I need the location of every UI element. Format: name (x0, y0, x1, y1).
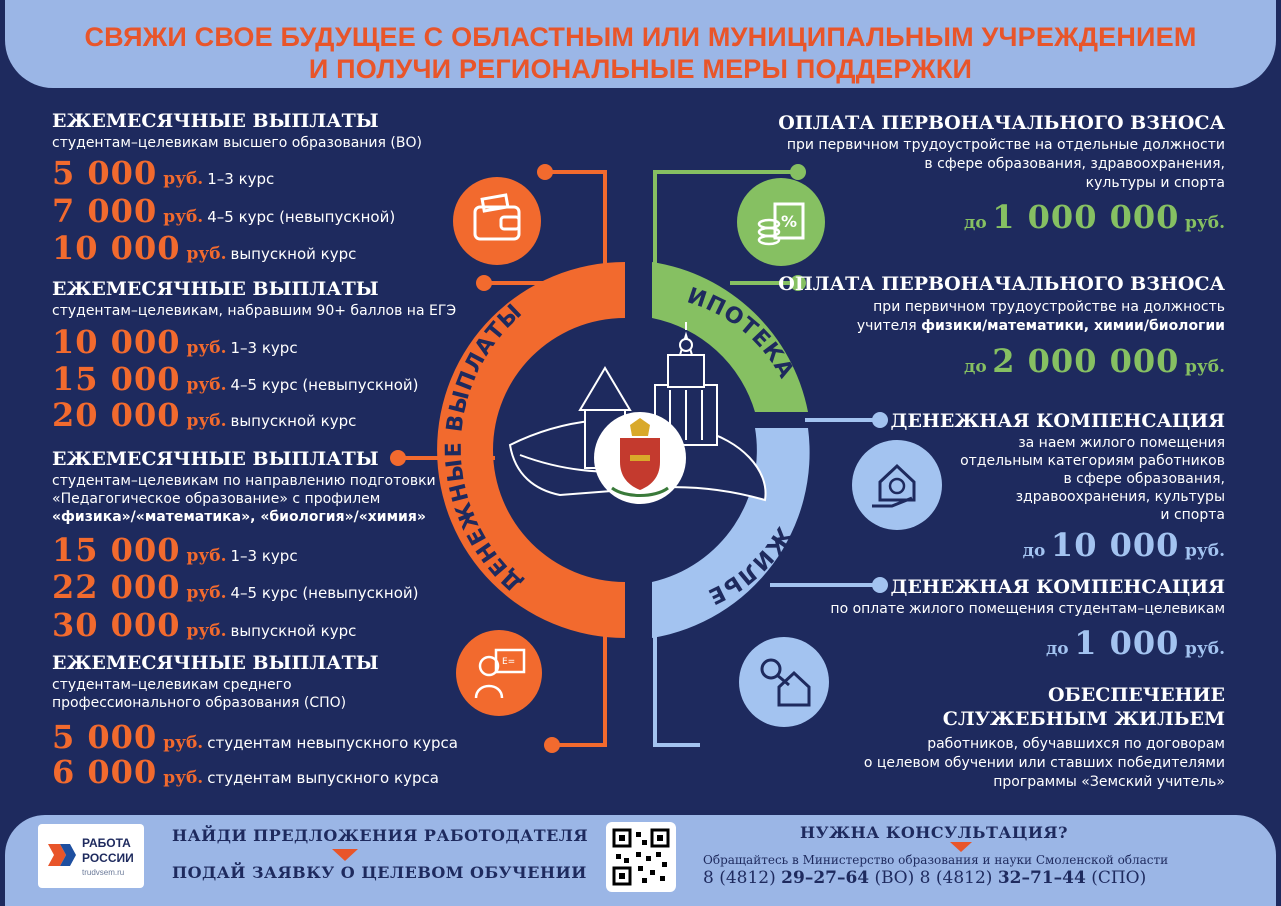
section-subtitle: о целевом обучении или ставших победителями (863, 755, 1225, 771)
section-subtitle: профессионального образования (СПО) (52, 695, 347, 711)
payment-row: 10 000 руб. выпускной курс (52, 229, 357, 267)
arrow-down-icon (950, 842, 972, 852)
section-title: ОПЛАТА ПЕРВОНАЧАЛЬНОГО ВЗНОСА (778, 112, 1225, 134)
rabota-rossii-logo[interactable] (38, 824, 144, 888)
section-subtitle: при первичном трудоустройстве на должность (873, 299, 1225, 315)
connector-dot (872, 412, 888, 428)
section-subtitle: и спорта (1160, 507, 1225, 523)
connector-dot (390, 450, 406, 466)
section-subtitle: студентам–целевикам, набравшим 90+ баллов на ЕГЭ (52, 303, 457, 319)
percent-house-icon (737, 178, 825, 266)
wallet-icon (453, 177, 541, 265)
qr-code[interactable] (606, 822, 676, 892)
section-subtitle: студентам–целевикам среднего (52, 677, 292, 693)
section-subtitle: работников, обучавшихся по договорам (927, 736, 1225, 752)
teacher-icon (456, 630, 542, 716)
section-subtitle: «Педагогическое образование» с профилем (52, 491, 381, 507)
section-title: ДЕНЕЖНАЯ КОМПЕНСАЦИЯ (890, 576, 1225, 598)
section-subtitle: по оплате жилого помещения студентам–целевикам (830, 601, 1225, 617)
arc-label-mortgage: ИПОТЕКА (684, 283, 799, 384)
section-subtitle: в сфере образования, (1063, 471, 1225, 487)
payment-row: 15 000 руб. 4–5 курс (невыпускной) (52, 360, 419, 398)
section-title: ЕЖЕМЕСЯЧНЫЕ ВЫПЛАТЫ (52, 110, 379, 132)
phone-numbers: 8 (4812) 29–27–64 (ВО) 8 (4812) 32–71–44 (СПО) (703, 868, 1147, 888)
svg-text:%: % (781, 212, 798, 231)
section-title: ЕЖЕМЕСЯЧНЫЕ ВЫПЛАТЫ (52, 652, 379, 674)
cta-find-offers: НАЙДИ ПРЕДЛОЖЕНИЯ РАБОТОДАТЕЛЯ (172, 826, 589, 845)
headline-line2: И ПОЛУЧИ РЕГИОНАЛЬНЫЕ МЕРЫ ПОДДЕРЖКИ (308, 54, 973, 84)
logo-url: trudvsem.ru (82, 868, 125, 877)
consult-title: НУЖНА КОНСУЛЬТАЦИЯ? (800, 823, 1068, 842)
section-subtitle: «физика»/«математика», «биология»/«химия» (52, 509, 426, 525)
section-subtitle: в сфере образования, здравоохранения, (924, 156, 1225, 172)
key-house-icon (739, 637, 829, 727)
section-title: ОПЛАТА ПЕРВОНАЧАЛЬНОГО ВЗНОСА (778, 273, 1225, 295)
payment-row: 30 000 руб. выпускной курс (52, 606, 357, 644)
section-subtitle: программы «Земский учитель» (993, 774, 1225, 790)
section-subtitle: при первичном трудоустройстве на отдельные должности (786, 137, 1225, 153)
connector-dot (476, 275, 492, 291)
section-subtitle: учителя физики/математики, химии/биологии (856, 318, 1225, 334)
payment-row: 20 000 руб. выпускной курс (52, 396, 357, 434)
payment-row: 7 000 руб. 4–5 курс (невыпускной) (52, 192, 396, 230)
section-subtitle: культуры и спорта (1085, 175, 1225, 191)
payment-row: 5 000 руб. студентам невыпускного курса (52, 718, 458, 756)
section-title: ЕЖЕМЕСЯЧНЫЕ ВЫПЛАТЫ (52, 448, 379, 470)
section-subtitle: отдельным категориям работников (960, 453, 1225, 469)
connector-dot (544, 737, 560, 753)
section-title: СЛУЖЕБНЫМ ЖИЛЬЕМ (942, 708, 1225, 730)
ministry-text: Обращайтесь в Министерство образования и науки Смоленской области (703, 853, 1169, 867)
support-amount: до 1 000 000 руб. (964, 198, 1225, 236)
headline-line1: СВЯЖИ СВОЕ БУДУЩЕЕ С ОБЛАСТНЫМ ИЛИ МУНИЦИПАЛЬНЫМ УЧРЕЖДЕНИЕМ (84, 22, 1197, 52)
section-subtitle: за наем жилого помещения (1018, 435, 1225, 451)
logo-text: РАБОТА (82, 836, 131, 850)
arc-label-payments: ДЕНЕЖНЫЕ ВЫПЛАТЫ (441, 299, 528, 596)
section-title: ДЕНЕЖНАЯ КОМПЕНСАЦИЯ (890, 410, 1225, 432)
section-subtitle: студентам–целевикам по направлению подготовки (52, 473, 436, 489)
arrow-down-icon (332, 849, 358, 861)
support-amount: до 2 000 000 руб. (964, 342, 1225, 380)
logo-mark-icon (44, 838, 78, 872)
connector-line (655, 620, 700, 745)
support-amount: до 1 000 руб. (1045, 624, 1225, 662)
cta-apply-training: ПОДАЙ ЗАЯВКУ О ЦЕЛЕВОМ ОБУЧЕНИИ (172, 863, 587, 882)
section-subtitle: здравоохранения, культуры (1015, 489, 1225, 505)
section-title: ЕЖЕМЕСЯЧНЫЕ ВЫПЛАТЫ (52, 278, 379, 300)
payment-row: 10 000 руб. 1–3 курс (52, 323, 298, 361)
payment-row: 5 000 руб. 1–3 курс (52, 154, 275, 192)
section-subtitle: студентам–целевикам высшего образования (ВО) (52, 135, 422, 151)
section-title: ОБЕСПЕЧЕНИЕ (1047, 684, 1225, 706)
support-amount: до 10 000 руб. (1022, 526, 1225, 564)
payment-row: 15 000 руб. 1–3 курс (52, 531, 298, 569)
hand-house-icon (852, 440, 942, 530)
connector-line (552, 620, 605, 745)
payment-row: 22 000 руб. 4–5 курс (невыпускной) (52, 568, 419, 606)
connector-dot (872, 577, 888, 593)
svg-text:E=: E= (502, 657, 516, 667)
payment-row: 6 000 руб. студентам выпускного курса (52, 753, 439, 791)
arc-label-housing: ЖИЛЬЕ (703, 522, 796, 609)
logo-text: РОССИИ (82, 851, 134, 865)
